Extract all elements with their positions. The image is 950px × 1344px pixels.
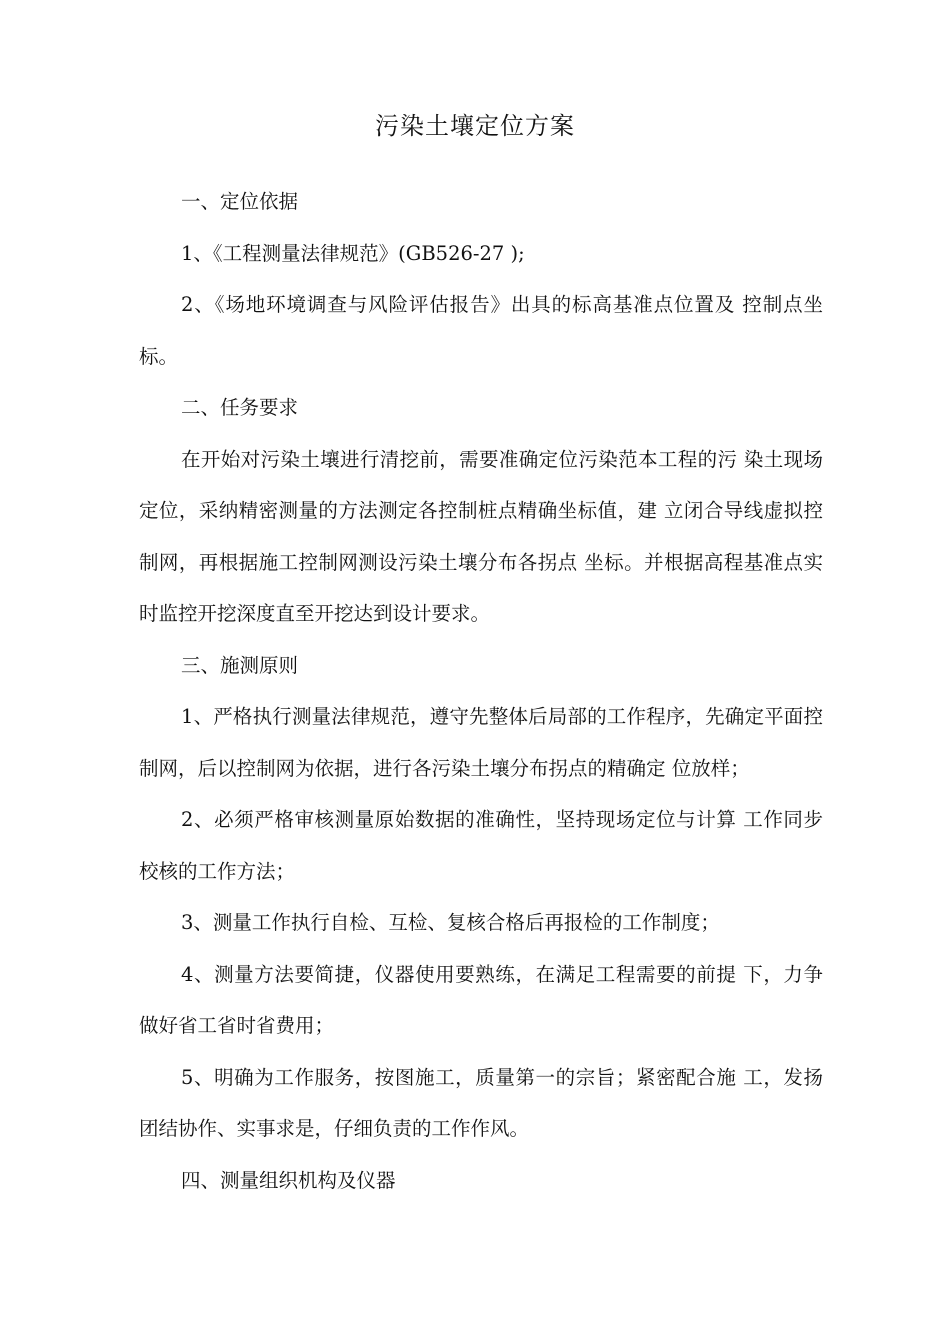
section-heading-principles: 三、施测原则 [181, 653, 299, 677]
requirements-paragraph: 在开始对污染土壤进行清挖前，需要准确定位污染范本工程的污 染土现场定位，采纳精密测量的方法测定各控制桩点精确坐标值，建 立闭合导线虚拟控制网，再根据施工控制网测设污染土壤分布各拐点 坐标。并根据高程基准点实时监控开挖深度直至开挖达到设计要求。 [139, 447, 823, 625]
section-heading-requirements: 二、任务要求 [181, 396, 299, 419]
principle-item-2: 2、必须严格审核测量原始数据的准确性，坚持现场定位与计算 工作同步校核的工作方法； [139, 808, 823, 883]
principle-item-5: 5、明确为工作服务，按图施工，质量第一的宗旨；紧密配合施 工，发扬团结协作、实事求是，仔细负责的工作作风。 [139, 1065, 823, 1140]
section-heading-basis: 一、定位依据 [181, 190, 299, 213]
section-heading-organization: 四、测量组织机构及仪器 [181, 1168, 396, 1192]
principle-item-4: 4、测量方法要简捷，仪器使用要熟练，在满足工程需要的前提 下，力争做好省工省时省费用； [139, 962, 823, 1037]
principle-item-1: 1、严格执行测量法律规范，遵守先整体后局部的工作程序，先确定平面控制网，后以控制网为依据，进行各污染土壤分布拐点的精确定 位放样； [139, 705, 823, 780]
principle-item-3: 3、测量工作执行自检、互检、复核合格后再报检的工作制度； [181, 911, 720, 934]
document-body [139, 176, 823, 1206]
basis-item-2: 2、《场地环境调查与风险评估报告》出具的标高基准点位置及 控制点坐标。 [139, 293, 823, 368]
basis-item-1: 1、《工程测量法律规范》(GB526-27 ); [181, 241, 525, 265]
document-title: 污染土壤定位方案 [375, 112, 575, 140]
